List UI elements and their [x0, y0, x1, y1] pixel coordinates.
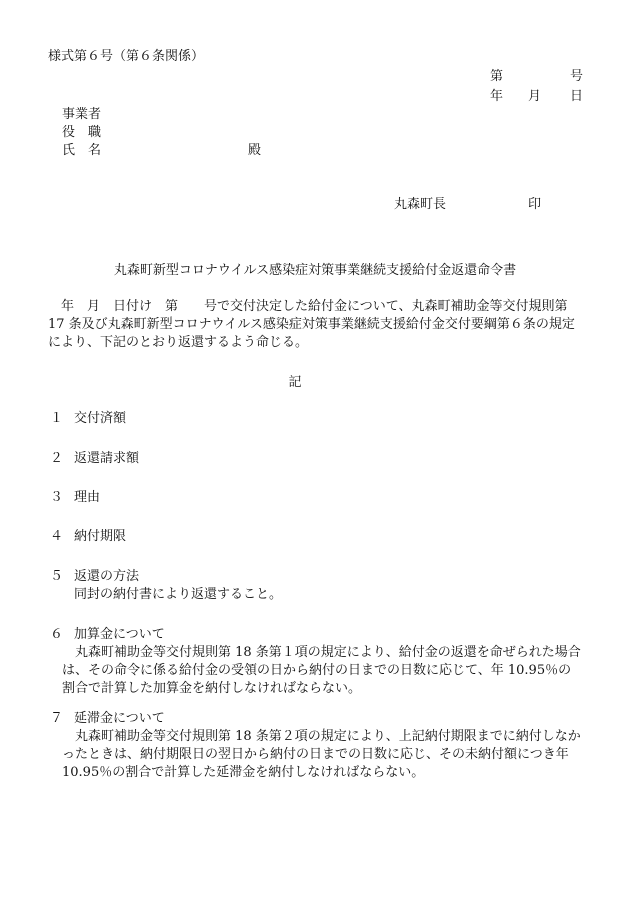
item-6-body [62, 644, 581, 698]
doc-number-suffix: 号 [570, 69, 584, 84]
addressee-position: 役 職 [62, 125, 102, 140]
item-label: 交付済額 [74, 411, 127, 426]
body-line: 17 条及び丸森町新型コロナウイルス感染症対策事業継続支援給付金交付要綱第６条の規定 [48, 317, 575, 332]
date-month: 月 [528, 89, 542, 104]
item-body-line: 割合で計算した加算金を納付しなければならない。 [62, 681, 362, 696]
item-number: ４ [50, 529, 64, 544]
body-line: により、下記のとおり返還するよう命じる。 [48, 335, 309, 350]
item-3 [50, 489, 100, 507]
item-label: 理由 [74, 490, 101, 505]
item-label: 返還請求額 [74, 451, 140, 466]
item-label: 加算金について [74, 627, 165, 642]
item-number: ５ [50, 569, 64, 584]
item-7-body [62, 728, 581, 782]
date-year: 年 [490, 89, 504, 104]
item-4 [50, 528, 126, 546]
item-5-body [74, 586, 282, 604]
addressee-business: 事業者 [62, 107, 102, 122]
item-6 [50, 626, 165, 644]
item-body-line: ったときは、納付期限日の翌日から納付の日までの日数に応じ、その未納付額につき年 [62, 747, 569, 762]
item-body-line: 丸森町補助金等交付規則第 18 条第２項の規定により、上記納付期限までに納付しなか [62, 729, 581, 744]
item-body-line: 10.95％の割合で計算した延滞金を納付しなければならない。 [62, 765, 425, 780]
item-7 [50, 710, 165, 728]
item-1 [50, 410, 126, 428]
document-body [48, 298, 588, 352]
item-label: 延滞金について [74, 711, 165, 726]
issuer-title: 丸森町長 [394, 197, 447, 212]
body-line: 年 月 日付け 第 号で交付決定した給付金について、丸森町補助金等交付規則第 [48, 299, 568, 314]
date-day: 日 [570, 89, 584, 104]
item-number: ３ [50, 490, 64, 505]
issuer-seal: 印 [528, 197, 542, 212]
item-2 [50, 450, 139, 468]
item-label: 返還の方法 [74, 569, 140, 584]
item-5 [50, 568, 139, 586]
item-label: 納付期限 [74, 529, 127, 544]
item-number: ２ [50, 451, 64, 466]
addressee-name: 氏 名 [62, 143, 102, 158]
doc-number-prefix: 第 [490, 69, 504, 84]
item-body-line: 同封の納付書により返還すること。 [74, 587, 283, 602]
item-body-line: 丸森町補助金等交付規則第 18 条第１項の規定により、給付金の返還を命ぜられた場合 [62, 645, 581, 660]
ki-heading: 記 [288, 375, 302, 390]
document-title: 丸森町新型コロナウイルス感染症対策事業継続支援給付金返還命令書 [113, 263, 517, 278]
item-number: ７ [50, 711, 64, 726]
form-number: 様式第６号（第６条関係） [48, 49, 205, 64]
item-number: １ [50, 411, 64, 426]
item-number: ６ [50, 627, 64, 642]
addressee-honorific: 殿 [248, 143, 262, 158]
item-body-line: は、その命令に係る給付金の受領の日から納付の日までの日数に応じて、年 10.95％の [62, 663, 572, 678]
